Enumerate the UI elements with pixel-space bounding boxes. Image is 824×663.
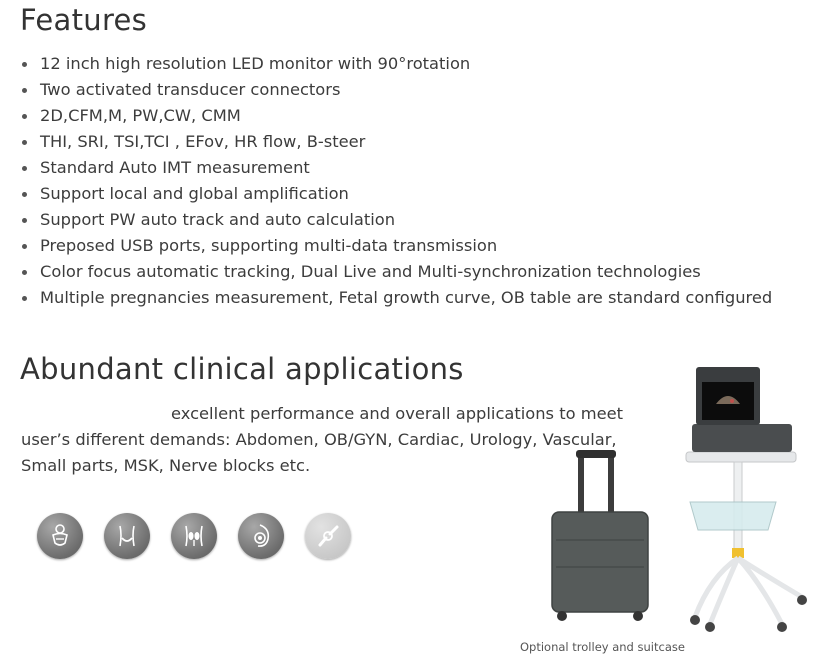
feature-item: Color focus automatic tracking, Dual Live and Multi-synchronization technologies <box>20 259 772 285</box>
application-icons <box>37 513 351 559</box>
features-list <box>20 51 772 311</box>
feature-item: Preposed USB ports, supporting multi-data transmission <box>20 233 772 259</box>
feature-item: Multiple pregnancies measurement, Fetal growth curve, OB table are standard configured <box>20 285 772 311</box>
description-line-3: Small parts, MSK, Nerve blocks etc. <box>21 456 311 475</box>
fetal-icon <box>238 513 284 559</box>
feature-item: 12 inch high resolution LED monitor with 90°rotation <box>20 51 772 77</box>
feature-item: 2D,CFM,M, PW,CW, CMM <box>20 103 772 129</box>
feature-item: Two activated transducer connectors <box>20 77 772 103</box>
abdomen-icon <box>104 513 150 559</box>
feature-item: THI, SRI, TSI,TCI , EFov, HR flow, B-steer <box>20 129 772 155</box>
feature-item: Support local and global amplification <box>20 181 772 207</box>
applications-title: Abundant clinical applications <box>20 352 464 386</box>
description-line-1: excellent performance and overall applications to meet <box>171 404 624 423</box>
baby-icon <box>37 513 83 559</box>
features-title: Features <box>20 3 148 37</box>
urology-icon <box>171 513 217 559</box>
product-caption: Optional trolley and suitcase <box>520 640 685 654</box>
feature-item: Standard Auto IMT measurement <box>20 155 772 181</box>
joint-icon <box>305 513 351 559</box>
trolley-suitcase-illustration <box>540 362 824 642</box>
description-line-2: user’s different demands: Abdomen, OB/GYN, Cardiac, Urology, Vascular, <box>21 430 617 449</box>
feature-item: Support PW auto track and auto calculation <box>20 207 772 233</box>
